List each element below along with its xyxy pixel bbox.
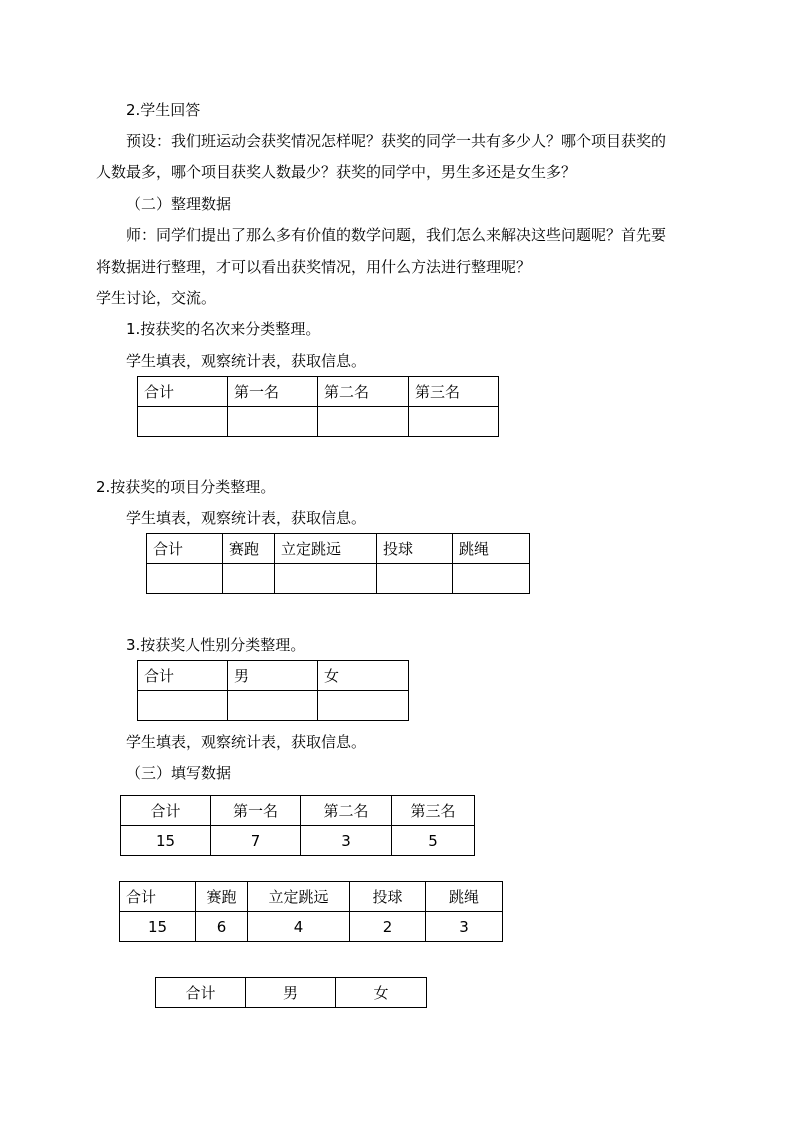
table-header-cell: 立定跳远: [275, 534, 377, 564]
table-input-cell[interactable]: [228, 691, 318, 721]
table-header-cell: 立定跳远: [248, 882, 350, 912]
preset-line-1: 预设：我们班运动会获奖情况怎样呢？获奖的同学一共有多少人？哪个项目获奖的: [126, 132, 667, 150]
table-value-cell: 4: [248, 912, 350, 942]
item3-title: 3.按获奖人性别分类整理。: [126, 636, 306, 654]
table-value-cell: 6: [196, 912, 248, 942]
table-header-cell: 第三名: [409, 377, 499, 407]
teacher-line-1: 师：同学们提出了那么多有价值的数学问题，我们怎么来解决这些问题呢？首先要: [126, 226, 667, 244]
table-header-cell: 跳绳: [453, 534, 530, 564]
table-header-cell: 合计: [138, 377, 228, 407]
item3-note: 学生填表，观察统计表，获取信息。: [126, 733, 367, 751]
preset-line-2: 人数最多，哪个项目获奖人数最少？获奖的同学中，男生多还是女生多？: [96, 163, 577, 181]
table-header-cell: 投球: [350, 882, 426, 912]
table-input-cell[interactable]: [138, 407, 228, 437]
table-by-gender: [137, 660, 409, 721]
table-header-cell: 女: [336, 978, 427, 1008]
table-value-cell: 3: [301, 826, 392, 856]
table-header-cell: 合计: [138, 661, 228, 691]
table-header-cell: 男: [228, 661, 318, 691]
item1-note: 学生填表，观察统计表，获取信息。: [126, 352, 367, 370]
table-header-cell: 第二名: [301, 796, 392, 826]
table-header-cell: 第三名: [392, 796, 475, 826]
table-header-cell: 女: [318, 661, 409, 691]
table-header-cell: 赛跑: [196, 882, 248, 912]
table-input-cell[interactable]: [147, 564, 223, 594]
table-header-cell: 第一名: [228, 377, 318, 407]
table-header-cell: 男: [246, 978, 336, 1008]
item1-title: 1.按获奖的名次来分类整理。: [126, 320, 321, 338]
item2-note: 学生填表，观察统计表，获取信息。: [126, 509, 367, 527]
table-input-cell[interactable]: [138, 691, 228, 721]
discussion-line: 学生讨论，交流。: [96, 289, 217, 307]
table-by-event: [146, 533, 530, 594]
table-input-cell[interactable]: [318, 407, 409, 437]
table-header-cell: 合计: [121, 796, 211, 826]
table-value-cell: 5: [392, 826, 475, 856]
table-input-cell[interactable]: [318, 691, 409, 721]
table-value-cell: 15: [120, 912, 196, 942]
table-input-cell[interactable]: [453, 564, 530, 594]
item2-title: 2.按获奖的项目分类整理。: [96, 478, 276, 496]
table-header-cell: 跳绳: [426, 882, 503, 912]
teacher-line-2: 将数据进行整理，才可以看出获奖情况，用什么方法进行整理呢？: [96, 258, 532, 276]
table-value-cell: 7: [211, 826, 301, 856]
filled-table-by-event: [119, 881, 503, 942]
table-value-cell: 15: [121, 826, 211, 856]
table-header-cell: 合计: [120, 882, 196, 912]
section2-heading: （二）整理数据: [126, 195, 232, 213]
filled-table-by-rank: [120, 795, 475, 856]
table-header-cell: 赛跑: [223, 534, 275, 564]
table-input-cell[interactable]: [409, 407, 499, 437]
table-input-cell[interactable]: [377, 564, 453, 594]
section3-heading: （三）填写数据: [126, 764, 232, 782]
table-header-cell: 第一名: [211, 796, 301, 826]
table-value-cell: 3: [426, 912, 503, 942]
table-header-cell: 投球: [377, 534, 453, 564]
table-input-cell[interactable]: [228, 407, 318, 437]
table-value-cell: 2: [350, 912, 426, 942]
table-header-cell: 第二名: [318, 377, 409, 407]
table-header-cell: 合计: [156, 978, 246, 1008]
section1-heading: 2.学生回答: [126, 101, 201, 119]
filled-table-by-gender: [155, 977, 427, 1008]
table-input-cell[interactable]: [223, 564, 275, 594]
table-input-cell[interactable]: [275, 564, 377, 594]
table-header-cell: 合计: [147, 534, 223, 564]
table-by-rank: [137, 376, 499, 437]
